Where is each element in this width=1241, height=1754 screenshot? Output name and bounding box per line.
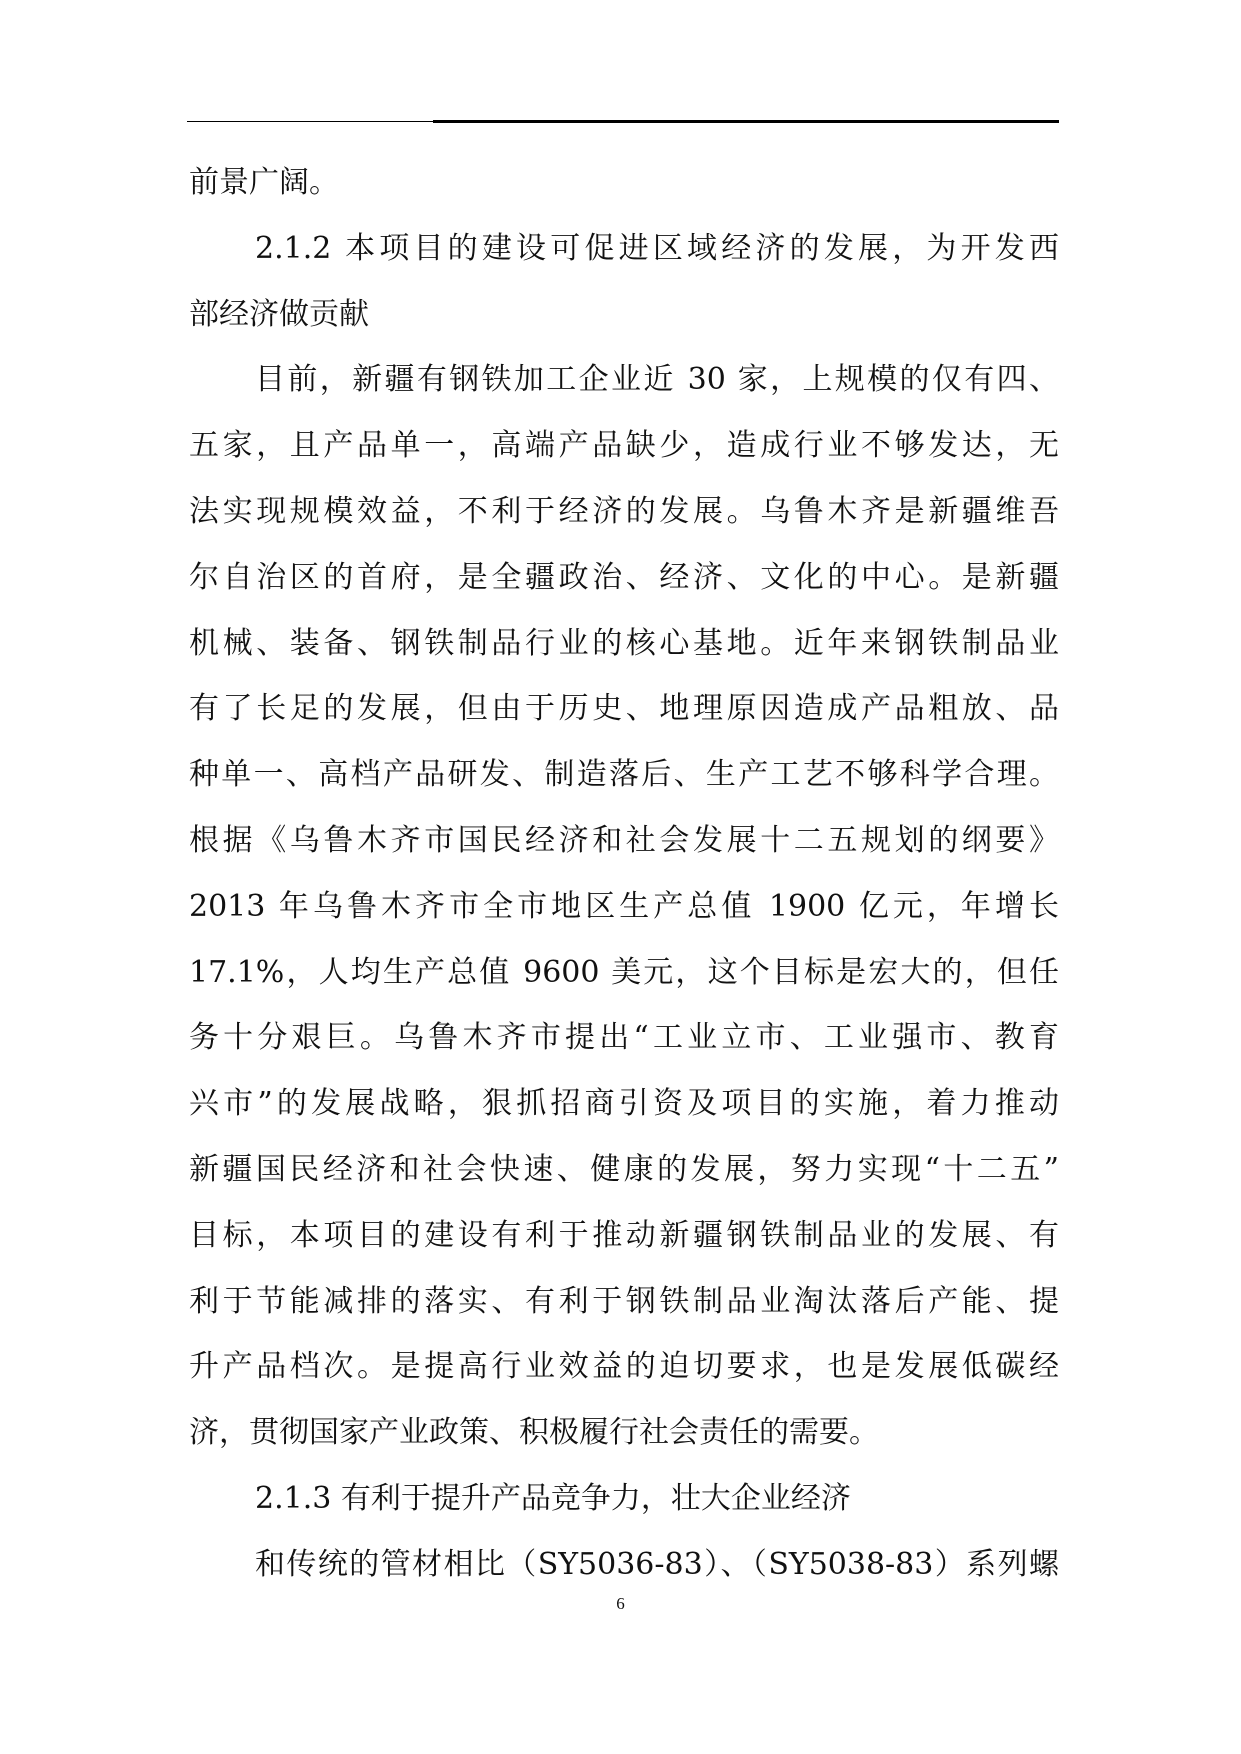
body-line: 目前，新疆有钢铁加工企业近 30 家，上规模的仅有四、 xyxy=(255,362,1059,398)
body-line: 利于节能减排的落实、有利于钢铁制品业淘汰落后产能、提 xyxy=(189,1283,1059,1319)
body-line: 前景广阔。 xyxy=(189,165,339,200)
body-line: 有了长足的发展，但由于历史、地理原因造成产品粗放、品 xyxy=(189,691,1059,727)
body-line: 兴市”的发展战略，狠抓招商引资及项目的实施，着力推动 xyxy=(189,1086,1059,1122)
section-heading-2-1-2: 2.1.2 本项目的建设可促进区域经济的发展，为开发西 xyxy=(255,230,1059,266)
body-line: 尔自治区的首府，是全疆政治、经济、文化的中心。是新疆 xyxy=(189,559,1059,595)
header-rule-thick xyxy=(433,120,1059,123)
page-number: 6 xyxy=(616,1594,625,1613)
body-line: 五家，且产品单一，高端产品缺少，造成行业不够发达，无 xyxy=(189,428,1059,464)
body-line: 升产品档次。是提高行业效益的迫切要求，也是发展低碳经 xyxy=(189,1349,1059,1385)
body-line: 和传统的管材相比（SY5036-83）、（SY5038-83）系列螺 xyxy=(255,1546,1059,1582)
body-line: 种单一、高档产品研发、制造落后、生产工艺不够科学合理。 xyxy=(189,757,1059,793)
body-line: 2013 年乌鲁木齐市全市地区生产总值 1900 亿元，年增长 xyxy=(189,888,1059,924)
body-line: 17.1%，人均生产总值 9600 美元，这个目标是宏大的，但任 xyxy=(189,954,1059,990)
section-heading-2-1-2-cont: 部经济做贡献 xyxy=(189,296,369,332)
document-body xyxy=(189,150,1059,1598)
body-line: 机械、装备、钢铁制品行业的核心基地。近年来钢铁制品业 xyxy=(189,625,1059,661)
body-line: 目标，本项目的建设有利于推动新疆钢铁制品业的发展、有 xyxy=(189,1217,1059,1253)
body-line: 济，贯彻国家产业政策、积极履行社会责任的需要。 xyxy=(189,1415,879,1451)
body-line: 根据《乌鲁木齐市国民经济和社会发展十二五规划的纲要》 xyxy=(189,822,1059,858)
body-line: 新疆国民经济和社会快速、健康的发展，努力实现“十二五” xyxy=(189,1151,1059,1187)
section-heading-2-1-3: 2.1.3 有利于提升产品竞争力，壮大企业经济 xyxy=(255,1480,851,1516)
body-line: 法实现规模效益，不利于经济的发展。乌鲁木齐是新疆维吾 xyxy=(189,493,1059,529)
body-line: 务十分艰巨。乌鲁木齐市提出“工业立市、工业强市、教育 xyxy=(189,1020,1059,1056)
